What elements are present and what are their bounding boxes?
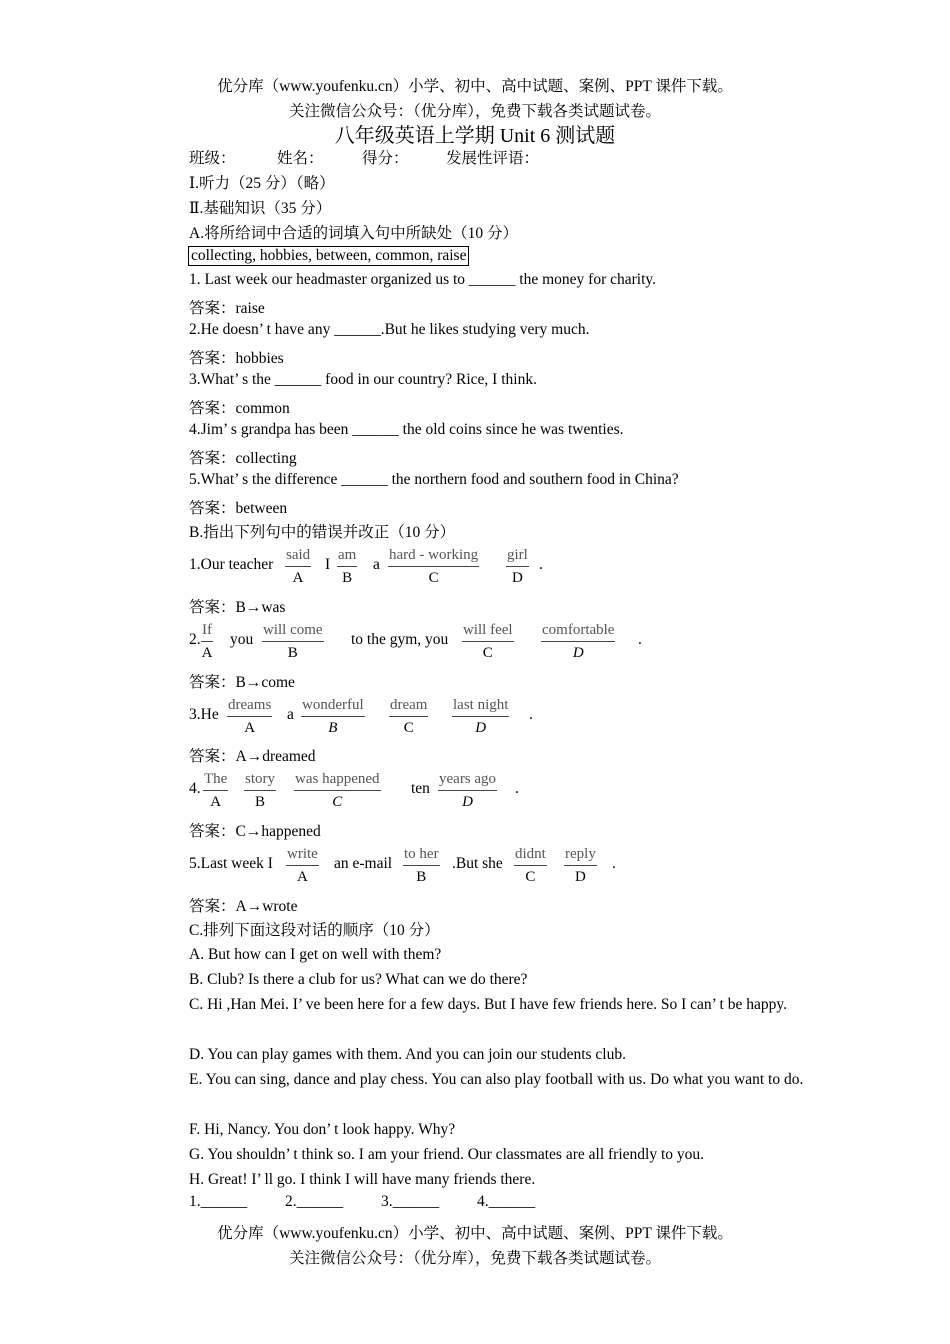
sentence-text: . [638,631,642,648]
part-a-question: 4.Jim’ s grandpa has been ______ the old coins since he was twenties. [189,421,624,438]
class-label: 班级： [189,150,236,167]
word-box: collecting, hobbies, between, common, raise [188,246,469,266]
error-sentence [189,544,589,594]
order-blank: 3.______ [381,1193,440,1210]
error-sentence [189,843,629,893]
part-a-question: 2.He doesn’ t have any ______.But he likes studying very much. [189,321,590,338]
dialogue-line: C. Hi ,Han Mei. I’ ve been here for a few days. But I have few friends here. So I can’ t be happy. [189,996,787,1013]
error-sentence [189,694,549,744]
underlined-segment: last night D [452,694,509,739]
dialogue-line: H. Great! I’ ll go. I think I will have many friends there. [189,1171,536,1188]
part-b-heading: B.指出下列句中的错误并改正（10 分） [189,524,456,541]
sentence-text: .But she [452,855,503,872]
sentence-text: you [230,631,254,648]
underlined-segment: The A [203,768,228,813]
part-a-question: 5.What’ s the difference ______ the northern food and southern food in China? [189,471,679,488]
part-a-heading: A.将所给词中合适的词填入句中所缺处（10 分） [189,225,518,242]
sentence-text: 2. [189,631,201,648]
part-c-heading: C.排列下面这段对话的顺序（10 分） [189,922,440,939]
sentence-text: to the gym, you [351,631,449,648]
sentence-text: 3.He [189,706,219,723]
underlined-segment: am B [337,544,357,589]
part-b-answer: 答案：B→come [189,674,295,691]
underlined-segment: wonderful B [301,694,365,739]
dialogue-line: F. Hi, Nancy. You don’ t look happy. Why? [189,1121,456,1138]
underlined-segment: dream C [389,694,428,739]
comment-label: 发展性评语： [446,150,540,167]
sentence-text: . [539,556,543,573]
part-b-answer: 答案：B→was [189,599,286,616]
section-basics: Ⅱ.基础知识（35 分） [189,200,332,217]
underlined-segment: to her B [403,843,440,888]
underlined-segment: comfortable D [541,619,615,664]
part-b-answer: 答案：C→happened [189,823,321,840]
error-sentence [189,768,549,818]
sentence-text: an e-mail [334,855,393,872]
underlined-segment: will come B [262,619,324,664]
section-listening: Ⅰ.听力（25 分）（略） [189,175,335,192]
underlined-segment: If A [201,619,213,664]
underlined-segment: didnt C [514,843,547,888]
order-blank: 1.______ [189,1193,248,1210]
header-line-1: 优分库（www.youfenku.cn）小学、初中、高中试题、案例、PPT 课件下载。 [217,78,733,95]
part-b-answer: 答案：A→dreamed [189,748,316,765]
sentence-text: 5.Last week I [189,855,273,872]
part-a-answer: 答案：common [189,400,290,417]
part-a-answer: 答案：collecting [189,450,297,467]
underlined-segment: said A [285,544,311,589]
part-b-answer: 答案：A→wrote [189,898,298,915]
part-a-question: 3.What’ s the ______ food in our country? Rice, I think. [189,371,537,388]
part-a-answer: 答案：between [189,500,288,517]
part-a-answer: 答案：raise [189,300,265,317]
underlined-segment: hard - working C [388,544,479,589]
order-blank: 2.______ [285,1193,344,1210]
dialogue-line: E. You can sing, dance and play chess. You can also play football with us. Do what you want to do. [189,1071,804,1088]
header-line-2: 关注微信公众号：（优分库），免费下载各类试题试卷。 [288,103,661,120]
sentence-text: . [515,780,519,797]
underlined-segment: years ago D [438,768,497,813]
dialogue-line: A. But how can I get on well with them? [189,946,442,963]
underlined-segment: was happened C [294,768,381,813]
dialogue-line: D. You can play games with them. And you can join our students club. [189,1046,626,1063]
sentence-text: 4. [189,780,201,797]
underlined-segment: will feel C [462,619,514,664]
underlined-segment: write A [286,843,319,888]
sentence-text: 1.Our teacher [189,556,274,573]
page-title: 八年级英语上学期 Unit 6 测试题 [334,125,616,147]
sentence-text: ten [411,780,430,797]
sentence-text: I [325,556,331,573]
sentence-text: . [529,706,533,723]
part-a-answer: 答案：hobbies [189,350,284,367]
sentence-text: . [612,855,616,872]
part-a-question: 1. Last week our headmaster organized us to ______ the money for charity. [189,271,657,288]
footer-line-2: 关注微信公众号：（优分库），免费下载各类试题试卷。 [288,1250,661,1267]
sentence-text: a [287,706,294,723]
underlined-segment: dreams A [227,694,272,739]
sentence-text: a [373,556,380,573]
footer-line-1: 优分库（www.youfenku.cn）小学、初中、高中试题、案例、PPT 课件下载。 [217,1225,733,1242]
underlined-segment: reply D [564,843,597,888]
dialogue-line: G. You shouldn’ t think so. I am your friend. Our classmates are all friendly to you. [189,1146,705,1163]
name-label: 姓名： [277,150,324,167]
score-label: 得分： [362,150,409,167]
error-sentence [189,619,669,669]
underlined-segment: story B [244,768,276,813]
underlined-segment: girl D [506,544,529,589]
dialogue-line: B. Club? Is there a club for us? What can we do there? [189,971,528,988]
order-blank: 4.______ [477,1193,536,1210]
